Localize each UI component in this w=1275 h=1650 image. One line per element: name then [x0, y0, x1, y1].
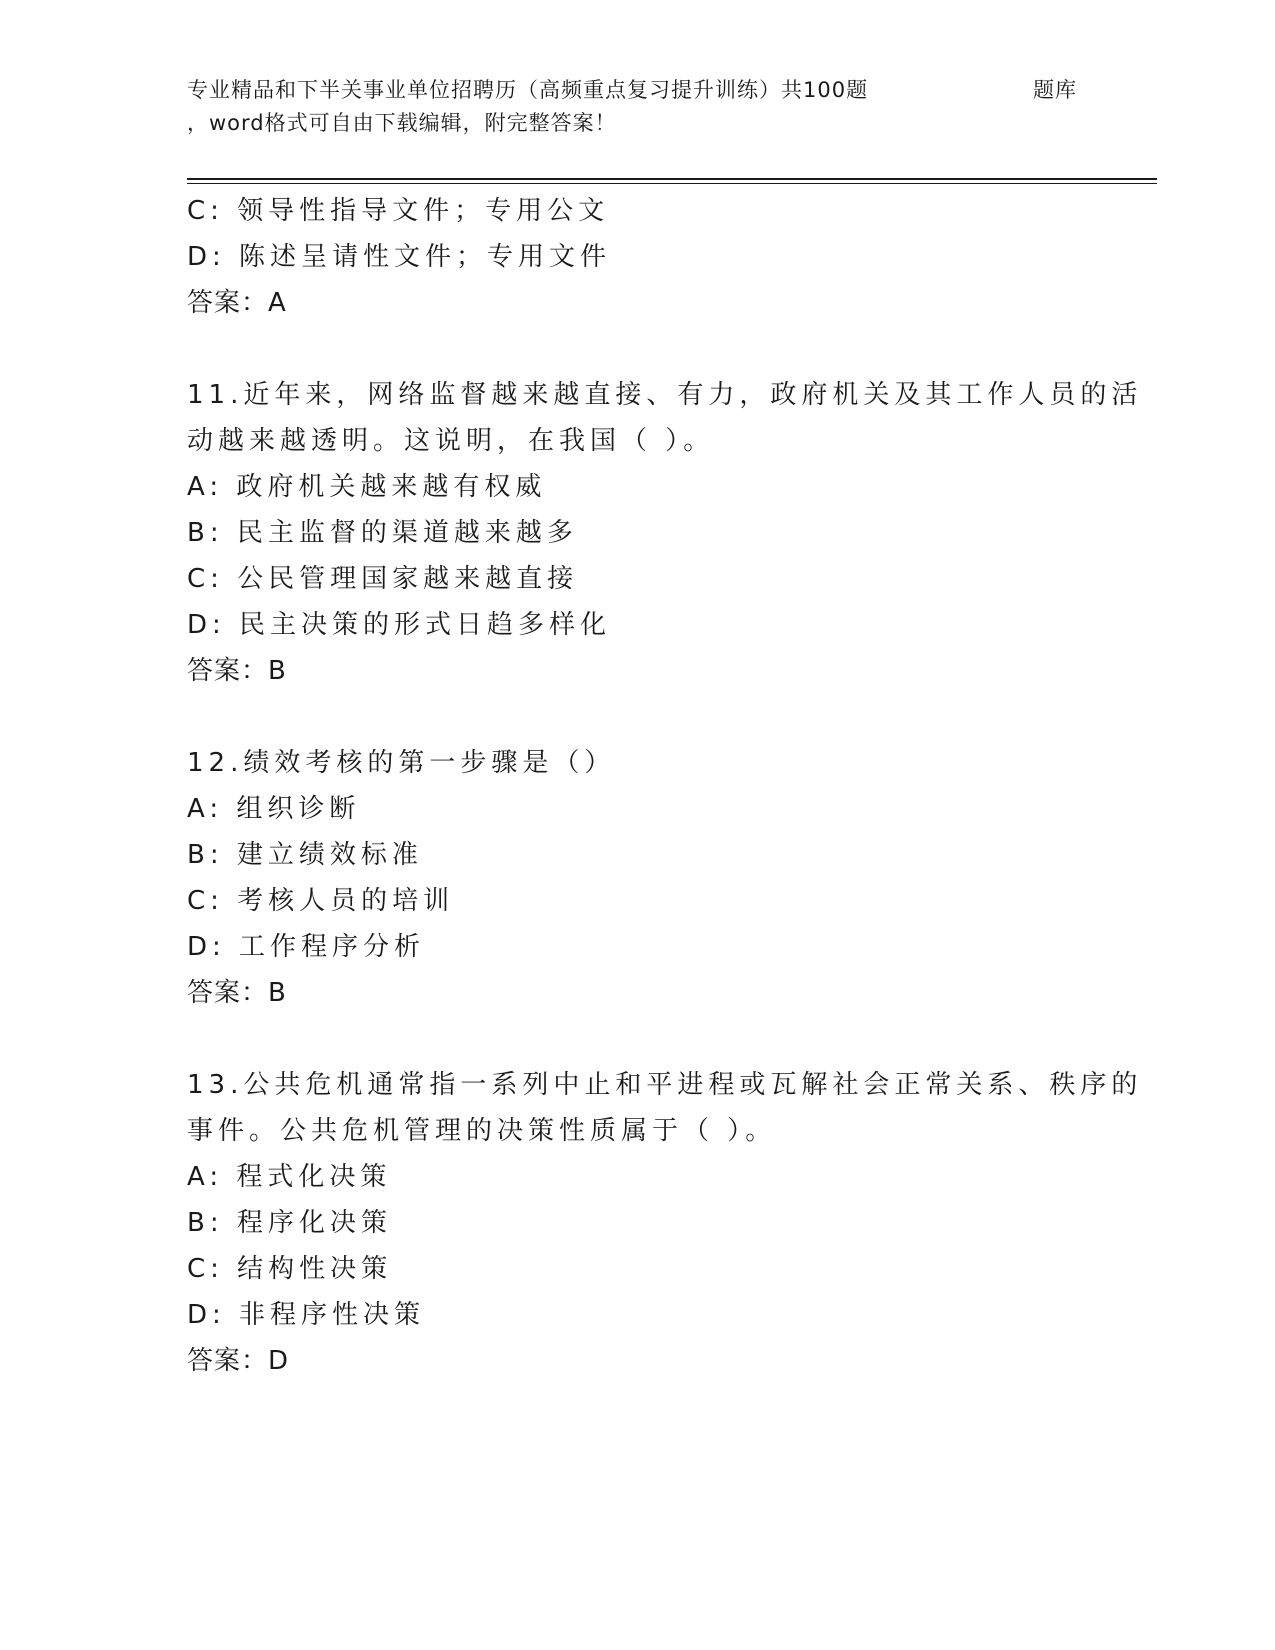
option-c: C: 考核人员的培训: [187, 886, 455, 916]
header-rule-thick: [187, 178, 1157, 180]
question-text-line: 动越来越透明。这说明，在我国（ ）。: [187, 426, 715, 456]
option-c: C: 结构性决策: [187, 1254, 393, 1284]
option-c: C: 公民管理国家越来越直接: [187, 564, 579, 594]
header-title: 专业精品和下半关事业单位招聘历（高频重点复习提升训练）共100题: [187, 78, 869, 102]
answer-line: 答案：B: [187, 656, 287, 686]
spacer: [187, 1016, 1087, 1062]
question-text-line: 11.近年来，网络监督越来越直接、有力，政府机关及其工作人员的活: [187, 380, 1143, 410]
answer-line: 答案：D: [187, 1346, 290, 1376]
option-b: B: 民主监督的渠道越来越多: [187, 518, 578, 548]
page-header: [187, 74, 1157, 140]
question-text-line: 12.绩效考核的第一步骤是（）: [187, 748, 616, 778]
header-subtitle: ，word格式可自由下载编辑，附完整答案！: [187, 111, 617, 135]
header-title-suffix: 题库: [1033, 78, 1077, 102]
header-rule-thin: [187, 183, 1157, 184]
question-text-line: 13.公共危机通常指一系列中止和平进程或瓦解社会正常关系、秩序的: [187, 1070, 1143, 1100]
spacer: [187, 326, 1087, 372]
prev-question-block: [187, 188, 1087, 326]
question-11: [187, 372, 1143, 694]
answer-line: 答案：A: [187, 288, 287, 318]
spacer: [187, 694, 1087, 740]
header-line-1: [187, 74, 1077, 107]
question-text-line: 事件。公共危机管理的决策性质属于（ ）。: [187, 1116, 777, 1146]
option-b: B: 程序化决策: [187, 1208, 392, 1238]
option-a: A: 政府机关越来越有权威: [187, 472, 547, 502]
option-a: A: 程式化决策: [187, 1162, 392, 1192]
option-c: C: 领导性指导文件；专用公文: [187, 196, 610, 226]
option-d: D: 工作程序分析: [187, 932, 426, 962]
option-d: D: 非程序性决策: [187, 1300, 426, 1330]
question-13: [187, 1062, 1143, 1384]
option-d: D: 民主决策的形式日趋多样化: [187, 610, 612, 640]
answer-line: 答案：B: [187, 978, 287, 1008]
option-a: A: 组织诊断: [187, 794, 361, 824]
option-d: D: 陈述呈请性文件；专用文件: [187, 242, 612, 272]
question-content: [187, 188, 1143, 1384]
option-b: B: 建立绩效标准: [187, 840, 423, 870]
question-12: [187, 740, 1087, 1016]
